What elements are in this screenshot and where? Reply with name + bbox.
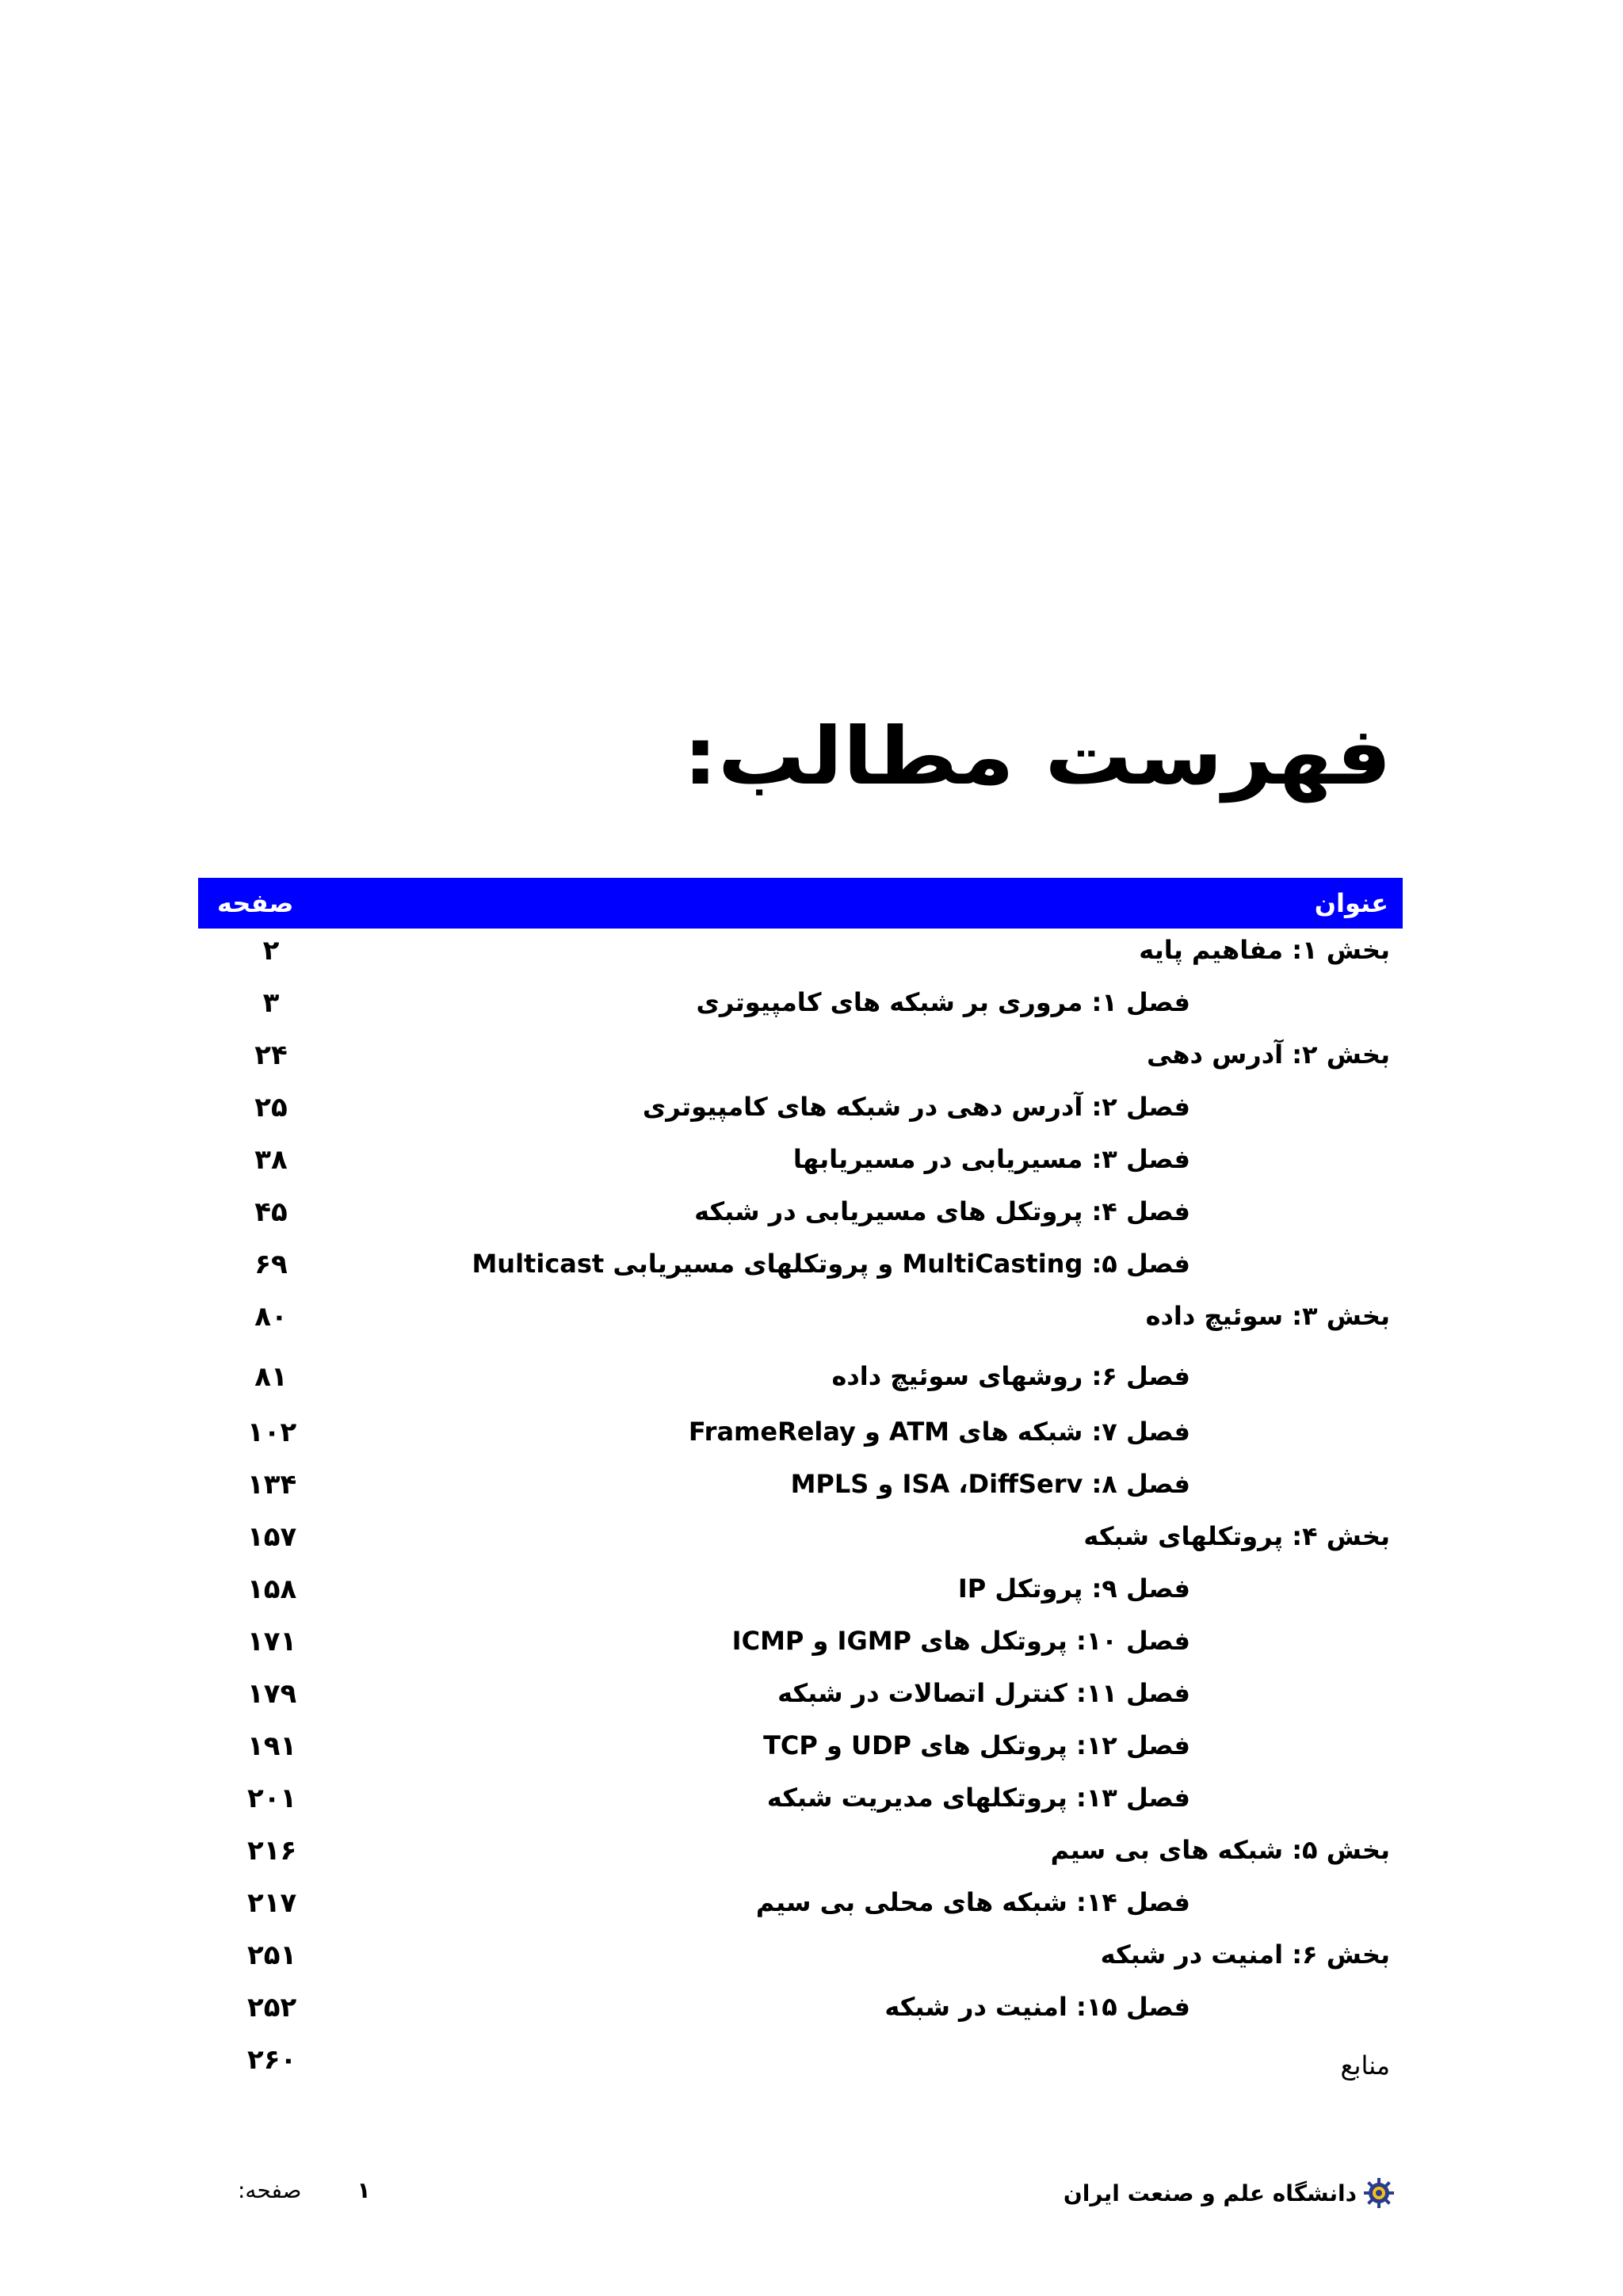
toc-row-title: فصل ۱۱: کنترل اتصالات در شبکه <box>777 1678 1190 1708</box>
toc-row[interactable] <box>198 929 1403 981</box>
toc-row[interactable] <box>198 1463 1403 1515</box>
toc-row-page: ۱۵۷ <box>247 1521 297 1553</box>
toc-row-title: فصل ۸: ISA ،DiffServ و MPLS <box>790 1469 1190 1499</box>
toc-row-title: بخش ۶: امنیت در شبکه <box>1100 1939 1390 1970</box>
toc-row-page: ۲ <box>262 935 280 967</box>
toc-row-page: ۲۵ <box>254 1092 288 1123</box>
toc-row-page: ۱۳۴ <box>247 1469 297 1501</box>
toc-row-title: بخش ۴: پروتکلهای شبکه <box>1083 1521 1390 1551</box>
toc-row-page: ۴۵ <box>254 1196 288 1228</box>
toc-row-title: فصل ۱۳: پروتکلهای مدیریت شبکه <box>766 1783 1190 1813</box>
toc-row-page: ۱۷۹ <box>247 1678 297 1710</box>
toc-row[interactable] <box>198 1410 1403 1463</box>
header-title: عنوان <box>1314 888 1388 918</box>
toc-row[interactable] <box>198 1881 1403 1933</box>
footer-page-number: ۱ <box>357 2177 371 2203</box>
toc-row-title: فصل ۱۴: شبکه های محلی بی سیم <box>755 1887 1190 1917</box>
university-logo-icon <box>1363 2177 1395 2209</box>
toc-row-title: بخش ۱: مفاهیم پایه <box>1139 935 1390 965</box>
toc-row-page: ۱۰۲ <box>247 1417 297 1448</box>
toc-row[interactable] <box>198 1355 1403 1410</box>
toc-row-title: فصل ۴: پروتکل های مسیریابی در شبکه <box>694 1196 1190 1226</box>
footer-page-info <box>238 2177 371 2203</box>
page-footer <box>198 2177 1395 2217</box>
toc-row[interactable] <box>198 1567 1403 1619</box>
page-title: فهرست مطالب: <box>682 710 1392 803</box>
toc-row[interactable] <box>198 2038 1403 2090</box>
footer-university <box>1064 2177 1395 2209</box>
toc-row-page: ۲۱۷ <box>247 1887 297 1919</box>
toc-row[interactable] <box>198 1085 1403 1138</box>
toc-row-page: ۲۵۲ <box>247 1992 297 2023</box>
toc-row[interactable] <box>198 1985 1403 2038</box>
toc-row[interactable] <box>198 1619 1403 1672</box>
toc-row-title: فصل ۱۵: امنیت در شبکه <box>884 1992 1190 2022</box>
toc-row[interactable] <box>198 1776 1403 1829</box>
toc-row[interactable] <box>198 981 1403 1033</box>
toc-row-page: ۸۰ <box>254 1301 288 1333</box>
toc-row[interactable] <box>198 1190 1403 1242</box>
toc-row[interactable] <box>198 1672 1403 1724</box>
footer-page-label: صفحه: <box>238 2177 302 2203</box>
toc-header <box>198 878 1403 929</box>
toc-row-page: ۱۷۱ <box>247 1626 297 1657</box>
university-name: دانشگاه علم و صنعت ایران <box>1063 2180 1357 2206</box>
toc-row-title: فصل ۱۰: پروتکل های IGMP و ICMP <box>731 1626 1190 1656</box>
toc-row-page: ۲۱۶ <box>247 1835 297 1867</box>
toc-row-page: ۲۴ <box>254 1039 288 1071</box>
toc-row[interactable] <box>198 1724 1403 1776</box>
toc-row-page: ۳ <box>262 987 280 1019</box>
toc-row-page: ۲۵۱ <box>247 1939 297 1971</box>
toc-row-title: بخش ۵: شبکه های بی سیم <box>1050 1835 1390 1865</box>
toc-row-title: منابع <box>1340 2050 1390 2081</box>
toc-row-title: فصل ۳: مسیریابی در مسیریابها <box>792 1144 1190 1174</box>
toc-row-title: بخش ۳: سوئیچ داده <box>1145 1301 1390 1331</box>
toc-row-title: فصل ۶: روشهای سوئیچ داده <box>831 1361 1190 1391</box>
toc-row[interactable] <box>198 1515 1403 1567</box>
header-page: صفحه <box>217 888 294 918</box>
toc-row-page: ۲۶۰ <box>247 2044 297 2076</box>
toc-row-title: فصل ۲: آدرس دهی در شبکه های کامپیوتری <box>642 1092 1190 1122</box>
toc-row-title: بخش ۲: آدرس دهی <box>1146 1039 1390 1070</box>
toc-row-title: فصل ۵: MultiCasting و پروتکلهای مسیریابی Multicast <box>472 1249 1190 1279</box>
toc-row[interactable] <box>198 1033 1403 1085</box>
toc-row-title: فصل ۱۲: پروتکل های UDP و TCP <box>763 1730 1190 1760</box>
toc-row[interactable] <box>198 1295 1403 1355</box>
toc-row[interactable] <box>198 1242 1403 1295</box>
toc-row[interactable] <box>198 1829 1403 1881</box>
table-of-contents <box>198 878 1403 2090</box>
toc-row[interactable] <box>198 1933 1403 1985</box>
toc-row-title: فصل ۷: شبکه های ATM و FrameRelay <box>688 1417 1190 1447</box>
toc-row-page: ۲۰۱ <box>247 1783 297 1814</box>
toc-row-title: فصل ۹: پروتکل IP <box>957 1573 1190 1604</box>
toc-row-title: فصل ۱: مروری بر شبکه های کامپیوتری <box>696 987 1190 1017</box>
toc-row-page: ۸۱ <box>254 1361 288 1393</box>
toc-row-page: ۶۹ <box>254 1249 288 1280</box>
toc-row-page: ۳۸ <box>254 1144 288 1176</box>
toc-row-page: ۱۵۸ <box>247 1573 297 1605</box>
toc-row[interactable] <box>198 1138 1403 1190</box>
toc-row-page: ۱۹۱ <box>247 1730 297 1762</box>
